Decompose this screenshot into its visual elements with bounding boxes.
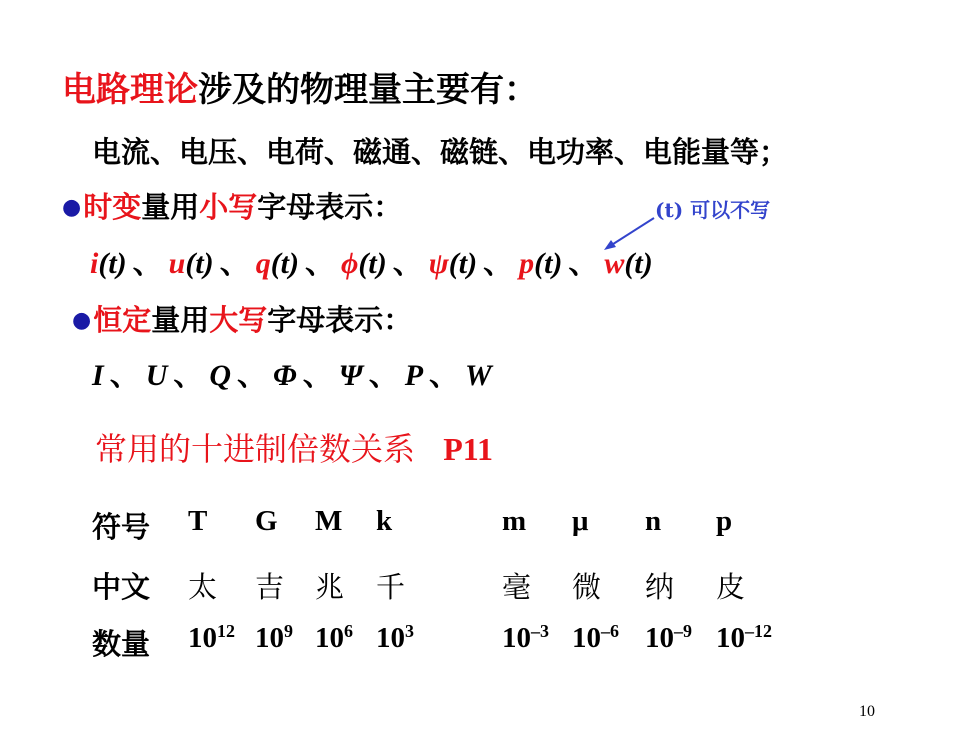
bullet-dot-icon: ●: [62, 194, 82, 220]
separator: 、: [173, 359, 204, 392]
separator: 、: [237, 359, 268, 392]
power-base: 10: [315, 622, 344, 654]
power-exponent: 6: [344, 621, 353, 642]
power-base: 10: [188, 622, 217, 654]
constant-variable: I: [92, 359, 104, 392]
separator: 、: [483, 247, 514, 280]
power-base: 10: [572, 622, 601, 654]
variable-symbol: w: [604, 247, 625, 280]
prefix-symbol: T: [188, 505, 208, 537]
prefix-power: [572, 622, 619, 655]
note-t-optional: (t) 可以不写: [655, 198, 771, 222]
variable-argument: (t): [358, 247, 387, 280]
constant-variable: P: [404, 359, 424, 392]
prefix-chinese: 微: [572, 570, 602, 604]
constant-variable: Ψ: [338, 359, 363, 392]
prefix-power: [255, 622, 293, 655]
variable-argument: (t): [448, 247, 478, 280]
variable-symbol: p: [519, 247, 535, 280]
power-base: 10: [502, 622, 531, 654]
bullet1-red2: 小写: [199, 190, 258, 224]
table-row-label: 中文: [92, 570, 151, 604]
prefix-symbol: m: [502, 505, 527, 537]
power-base: 10: [255, 622, 284, 654]
power-base: 10: [645, 622, 674, 654]
prefix-chinese: 兆: [315, 570, 345, 604]
bullet-dot-icon: ●: [72, 307, 92, 333]
prefix-chinese: 毫: [502, 570, 532, 604]
table-row-label: 符号: [92, 510, 151, 544]
prefix-power: [315, 622, 353, 655]
separator: 、: [392, 247, 423, 280]
variable-argument: (t): [270, 247, 300, 280]
table-row-label: 数量: [92, 627, 151, 661]
title-highlight: 电路理论: [62, 70, 198, 110]
prefix-symbol: n: [645, 505, 662, 537]
prefix-symbol: p: [716, 505, 733, 537]
prefix-chinese: 纳: [645, 570, 675, 604]
separator: 、: [132, 247, 163, 280]
section-ref: P11: [443, 431, 493, 467]
prefix-chinese: 吉: [255, 570, 285, 604]
prefix-power: [502, 622, 549, 655]
power-exponent: –12: [745, 621, 772, 642]
separator: 、: [109, 359, 140, 392]
separator: 、: [219, 247, 250, 280]
prefix-chinese: 千: [376, 570, 406, 604]
prefix-power: [376, 622, 414, 655]
power-exponent: –6: [601, 621, 619, 642]
variable-symbol: u: [168, 247, 186, 280]
bullet1-b1: 量用: [141, 190, 200, 224]
constant-variable: W: [465, 359, 492, 392]
power-exponent: 12: [217, 621, 235, 642]
power-exponent: 3: [405, 621, 414, 642]
quantities-line: 电流、电压、电荷、磁通、磁链、电功率、电能量等；: [92, 135, 789, 169]
separator: 、: [429, 359, 460, 392]
prefix-symbol: M: [315, 505, 343, 537]
variable-argument: (t): [98, 247, 127, 280]
prefix-power: [716, 622, 772, 655]
prefix-symbol: μ: [572, 505, 589, 537]
variable-symbol: q: [255, 247, 271, 280]
variable-symbol: i: [90, 247, 99, 280]
title-rest: 涉及的物理量主要有：: [198, 70, 538, 110]
page-number: 10: [859, 703, 875, 720]
section-text: 常用的十进制倍数关系: [95, 430, 416, 468]
prefix-symbol: k: [376, 505, 393, 537]
constant-variable: Φ: [273, 359, 297, 392]
bullet2-red2: 大写: [209, 303, 268, 337]
power-base: 10: [716, 622, 745, 654]
bullet1-b2: 字母表示：: [257, 190, 403, 224]
bullet2-red1: 恒定: [93, 303, 152, 337]
variable-argument: (t): [534, 247, 563, 280]
power-exponent: –9: [674, 621, 692, 642]
bullet2-b2: 字母表示：: [267, 303, 413, 337]
power-base: 10: [376, 622, 405, 654]
variable-symbol: ψ: [428, 247, 449, 280]
variable-argument: (t): [185, 247, 214, 280]
prefix-chinese: 太: [188, 570, 218, 604]
prefix-power: [645, 622, 692, 655]
power-exponent: 9: [284, 621, 293, 642]
variable-argument: (t): [624, 247, 653, 280]
bullet2-b1: 量用: [151, 303, 210, 337]
prefix-power: [188, 622, 235, 655]
separator: 、: [368, 359, 399, 392]
separator: 、: [302, 359, 333, 392]
prefix-chinese: 皮: [716, 570, 746, 604]
bullet1-red1: 时变: [83, 190, 142, 224]
constant-variable: Q: [209, 359, 232, 392]
constant-variable: U: [145, 359, 168, 392]
separator: 、: [305, 247, 336, 280]
power-exponent: –3: [531, 621, 549, 642]
separator: 、: [568, 247, 599, 280]
variable-symbol: ϕ: [341, 247, 359, 280]
prefix-symbol: G: [255, 505, 278, 537]
